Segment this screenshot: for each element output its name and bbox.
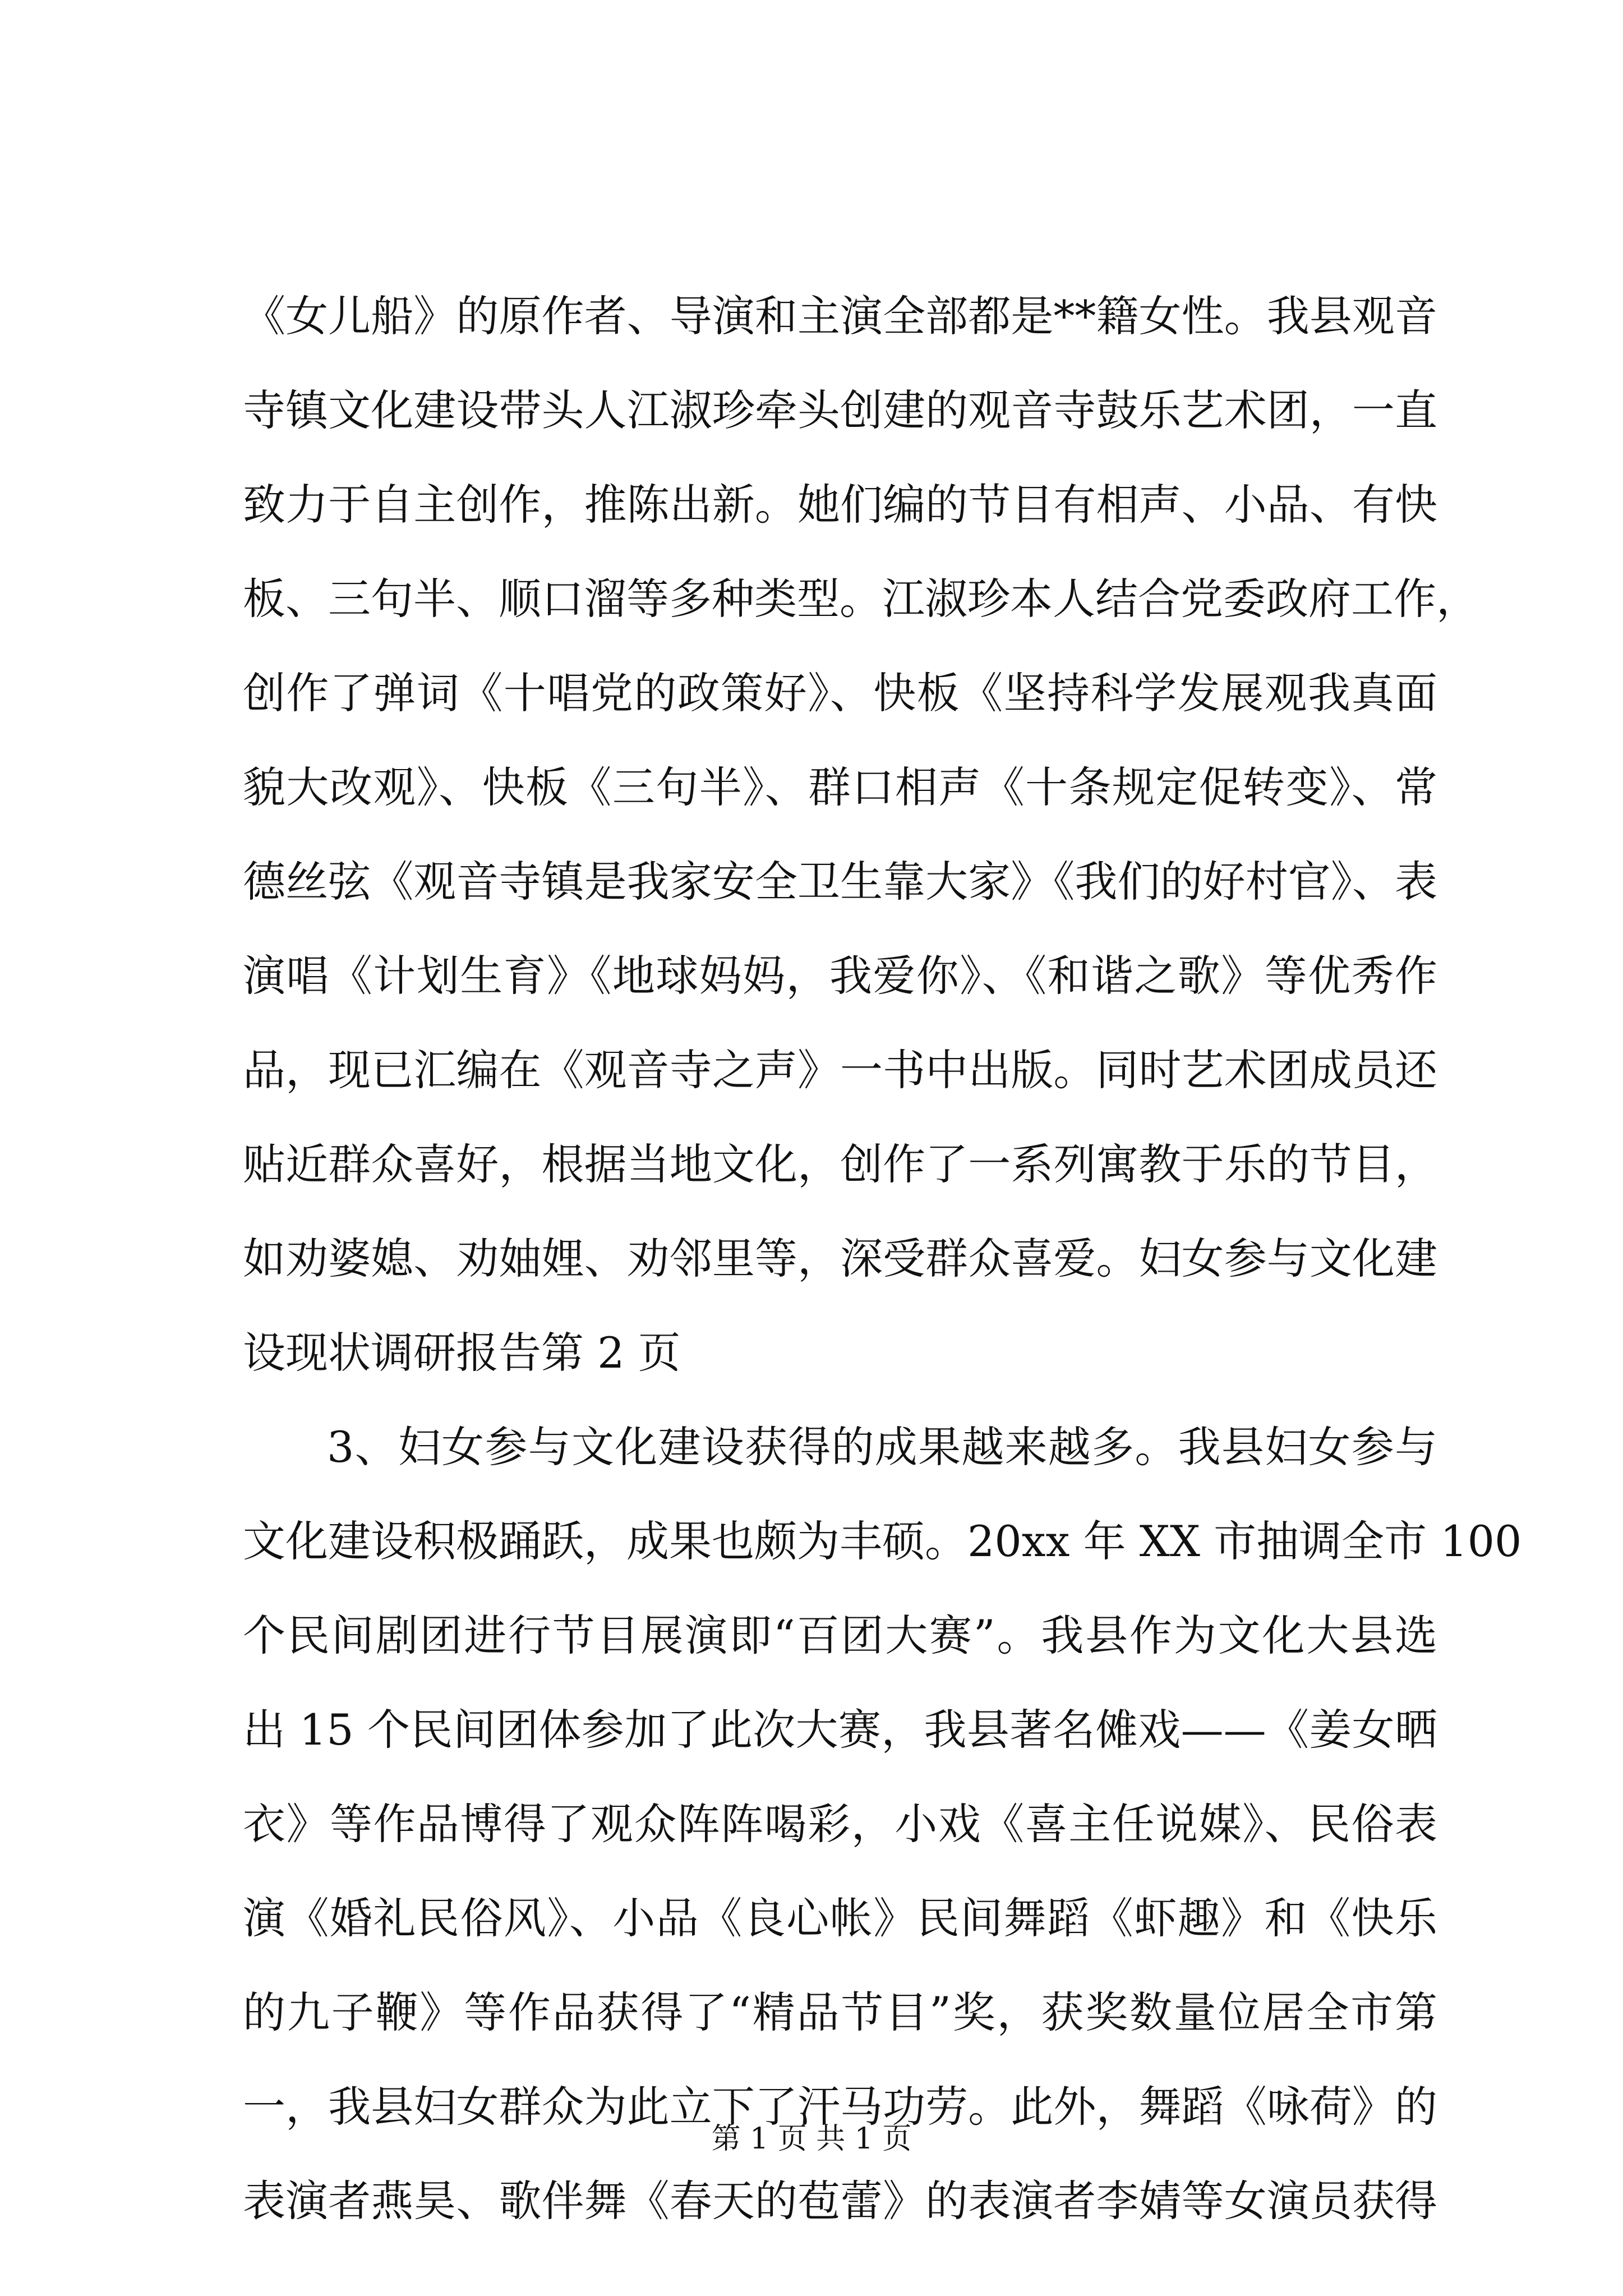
text-line: 如劝婆媳、劝妯娌、劝邻里等，深受群众喜爱。妇女参与文化建 [243, 1234, 1437, 1283]
text-line: 貌大改观》、快板《三句半》、群口相声《十条规定促转变》、常 [243, 762, 1437, 812]
text-line: 演唱《计划生育》《地球妈妈，我爱你》、《和谐之歌》等优秀作 [243, 951, 1437, 1001]
text-line: 演《婚礼民俗风》、小品《良心帐》民间舞蹈《虾趣》和《快乐 [243, 1893, 1437, 1943]
text-line: 出 15 个民间团体参加了此次大赛，我县著名傩戏——《姜女晒 [243, 1705, 1437, 1755]
text-line: 《女儿船》的原作者、导演和主演全部都是**籍女性。我县观音 [243, 291, 1437, 341]
text-line: 设现状调研报告第 2 页 [243, 1328, 681, 1378]
text-line: 寺镇文化建设带头人江淑珍牵头创建的观音寺鼓乐艺术团，一直 [243, 385, 1437, 435]
paragraph-start-line: 3、妇女参与文化建设获得的成果越来越多。我县妇女参与 [327, 1422, 1437, 1472]
text-line: 个民间剧团进行节目展演即“百团大赛”。我县作为文化大县选 [243, 1611, 1437, 1660]
text-line: 表演者燕昊、歌伴舞《春天的苞蕾》的表演者李婧等女演员获得 [243, 2176, 1437, 2226]
text-line: 板、三句半、顺口溜等多种类型。江淑珍本人结合党委政府工作， [243, 574, 1479, 624]
text-line: 品，现已汇编在《观音寺之声》一书中出版。同时艺术团成员还 [243, 1045, 1437, 1095]
document-body [243, 269, 1522, 2248]
page-footer: 第 1 页 共 1 页 [711, 2122, 912, 2156]
text-line: 的九子鞭》等作品获得了“精品节目”奖，获奖数量位居全市第 [243, 1987, 1437, 2037]
text-line: 创作了弹词《十唱党的政策好》、快板《坚持科学发展观我真面 [243, 668, 1437, 718]
text-line: 致力于自主创作，推陈出新。她们编的节目有相声、小品、有快 [243, 480, 1437, 530]
text-line: 文化建设积极踊跃，成果也颇为丰硕。20xx 年 XX 市抽调全市 100 [243, 1516, 1522, 1566]
text-line: 贴近群众喜好，根据当地文化，创作了一系列寓教于乐的节目， [243, 1139, 1437, 1189]
text-line: 德丝弦《观音寺镇是我家安全卫生靠大家》《我们的好村官》、表 [243, 857, 1437, 907]
text-line: 一，我县妇女群众为此立下了汗马功劳。此外，舞蹈《咏荷》的 [243, 2082, 1437, 2132]
text-line: 衣》等作品博得了观众阵阵喝彩，小戏《喜主任说媒》、民俗表 [243, 1799, 1437, 1849]
